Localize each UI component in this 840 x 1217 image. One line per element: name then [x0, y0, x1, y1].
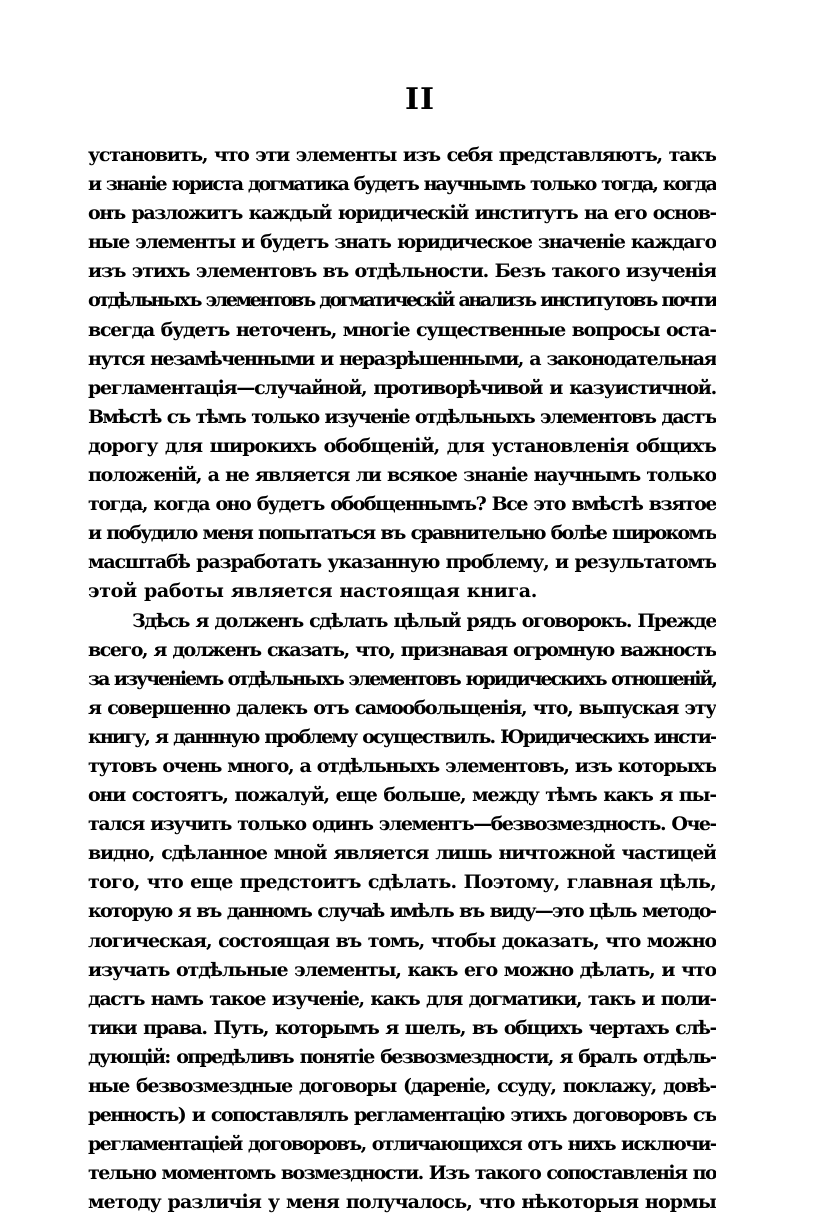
text-line: дастъ намъ такое изученіе, какъ для догматики, такъ и поли- — [88, 985, 716, 1014]
text-line: изъ этихъ элементовъ въ отдѣльности. Безъ такого изученія — [88, 257, 716, 286]
text-line: того, что еще предстоитъ сдѣлать. Поэтому, главная цѣль, — [88, 868, 716, 897]
text-line: методу различія у меня получалось, что нѣкоторыя нормы — [88, 1188, 716, 1217]
text-line: дорогу для широкихъ обобщеній, для установленія общихъ — [88, 432, 716, 461]
text-line: всегда будетъ неточенъ, многіе существенные вопросы оста- — [88, 316, 716, 345]
body-text — [88, 141, 716, 1217]
text-line: и побудило меня попытаться въ сравнительно болѣе широкомъ — [88, 519, 716, 548]
text-line: я совершенно далекъ отъ самообольщенія, что, выпуская эту — [88, 694, 716, 723]
text-line: ренность) и сопоставлялъ регламентацію этихъ договоровъ съ — [88, 1101, 716, 1130]
text-line: всего, я долженъ сказать, что, признавая огромную важность — [88, 636, 716, 665]
text-line: Вмѣстѣ съ тѣмъ только изученіе отдѣльныхъ элементовъ дастъ — [88, 403, 716, 432]
page-number: II — [0, 80, 840, 120]
text-line: нутся незамѣченными и неразрѣшенными, а законодательная — [88, 345, 716, 374]
paragraph — [88, 607, 716, 1217]
text-line: и знаніе юриста догматика будетъ научнымъ только тогда, когда — [88, 170, 716, 199]
text-line: книгу, я даннную проблему осуществилъ. Юридическихъ инсти- — [88, 723, 716, 752]
text-line: тутовъ очень много, а отдѣльныхъ элементовъ, изъ которыхъ — [88, 752, 716, 781]
text-line: за изученіемъ отдѣльныхъ элементовъ юридическихъ отношеній, — [88, 665, 716, 694]
text-line: регламентаціей договоровъ, отличающихся отъ нихъ исключи- — [88, 1130, 716, 1159]
text-line: тики права. Путь, которымъ я шелъ, въ общихъ чертахъ слѣ- — [88, 1014, 716, 1043]
text-line: ные элементы и будетъ знать юридическое значеніе каждаго — [88, 228, 716, 257]
text-line: которую я въ данномъ случаѣ имѣлъ въ виду—это цѣль методо- — [88, 897, 716, 926]
text-line: логическая, состоящая въ томъ, чтобы доказать, что можно — [88, 927, 716, 956]
text-line: ные безвозмездные договоры (дареніе, ссуду, поклажу, довѣ- — [88, 1072, 716, 1101]
text-line: регламентація—случайной, противорѣчивой и казуистичной. — [88, 374, 716, 403]
text-line: онъ разложитъ каждый юридическій институтъ на его основ- — [88, 199, 716, 228]
text-line: Здѣсь я долженъ сдѣлать цѣлый рядъ оговорокъ. Прежде — [88, 607, 716, 636]
text-line: видно, сдѣланное мной является лишь ничтожной частицей — [88, 839, 716, 868]
text-line: масштабѣ разработать указанную проблему, и результатомъ — [88, 548, 716, 577]
paragraph — [88, 141, 716, 607]
text-line: положеній, а не является ли всякое знаніе научнымъ только — [88, 461, 716, 490]
text-line: дующій: опредѣливъ понятіе безвозмездности, я бралъ отдѣль- — [88, 1043, 716, 1072]
text-line: тельно моментомъ возмездности. Изъ такого сопоставленія по — [88, 1159, 716, 1188]
text-line: тался изучить только одинъ элементъ—безвозмездность. Оче- — [88, 810, 716, 839]
text-line: изучать отдѣльные элементы, какъ его можно дѣлать, и что — [88, 956, 716, 985]
text-line: тогда, когда оно будетъ обобщеннымъ? Все это вмѣстѣ взятое — [88, 490, 716, 519]
text-line: они состоятъ, пожалуй, еще больше, между тѣмъ какъ я пы- — [88, 781, 716, 810]
text-line: отдѣльныхъ элементовъ догматическій анализъ институтовъ почти — [88, 286, 716, 315]
text-line: установить, что эти элементы изъ себя представляютъ, такъ — [88, 141, 716, 170]
text-line: этой работы является настоящая книга. — [88, 577, 716, 606]
